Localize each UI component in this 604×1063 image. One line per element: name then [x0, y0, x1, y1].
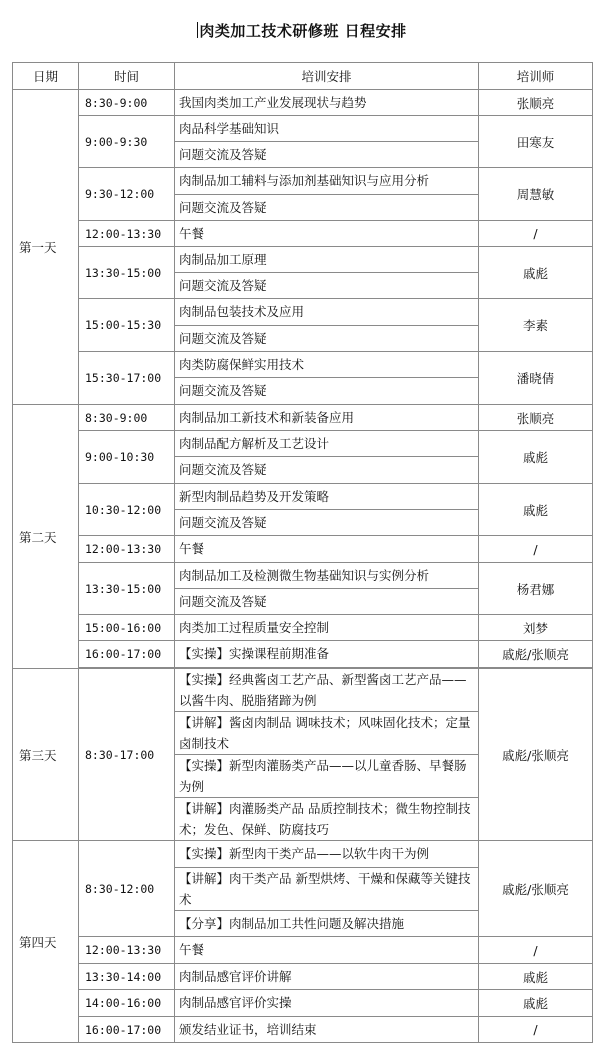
topic-cell: 【讲解】酱卤肉制品 调味技术；风味固化技术；定量卤制技术: [175, 712, 479, 755]
table-row: [13, 116, 593, 142]
header-time: 时间: [79, 63, 175, 90]
time-cell: 13:30-15:00: [79, 563, 175, 615]
table-row: [13, 1017, 593, 1043]
topic-cell: 问题交流及答疑: [175, 589, 479, 615]
header-topic: 培训安排: [175, 63, 479, 90]
table-row: [13, 937, 593, 964]
time-cell: 12:00-13:30: [79, 536, 175, 563]
teacher-cell: /: [479, 1017, 593, 1043]
topic-cell: 问题交流及答疑: [175, 457, 479, 484]
table-row: [13, 352, 593, 378]
topic-cell: 问题交流及答疑: [175, 510, 479, 536]
topic-cell: 肉制品加工新技术和新装备应用: [175, 405, 479, 431]
topic-cell: 午餐: [175, 937, 479, 964]
table-row: [13, 90, 593, 116]
schedule-table: [12, 62, 593, 1043]
table-row: [13, 841, 593, 868]
day-label: 第二天: [13, 405, 79, 669]
time-cell: 12:00-13:30: [79, 221, 175, 247]
time-cell: 15:00-15:30: [79, 299, 175, 352]
teacher-cell: /: [479, 536, 593, 563]
teacher-cell: 张顺亮: [479, 405, 593, 431]
table-row: [13, 431, 593, 457]
teacher-cell: 戚彪: [479, 964, 593, 990]
time-cell: 10:30-12:00: [79, 484, 175, 536]
time-cell: 9:00-9:30: [79, 116, 175, 168]
teacher-cell: 戚彪: [479, 431, 593, 484]
topic-cell: 肉制品配方解析及工艺设计: [175, 431, 479, 457]
time-cell: 8:30-17:00: [79, 669, 175, 841]
topic-cell: 肉制品感官评价讲解: [175, 964, 479, 990]
topic-cell: 问题交流及答疑: [175, 273, 479, 299]
teacher-cell: 戚彪/张顺亮: [479, 641, 593, 668]
topic-cell: 肉制品包装技术及应用: [175, 299, 479, 326]
table-row: [13, 641, 593, 668]
topic-cell: 肉制品加工及检测微生物基础知识与实例分析: [175, 563, 479, 589]
teacher-cell: 潘晓倩: [479, 352, 593, 405]
topic-cell: 肉类防腐保鲜实用技术: [175, 352, 479, 378]
time-cell: 16:00-17:00: [79, 641, 175, 668]
time-cell: 16:00-17:00: [79, 1017, 175, 1043]
header-teacher: 培训师: [479, 63, 593, 90]
time-cell: 14:00-16:00: [79, 990, 175, 1017]
topic-cell: 【讲解】肉干类产品 新型烘烤、干燥和保藏等关键技术: [175, 868, 479, 911]
topic-cell: 肉制品加工辅料与添加剂基础知识与应用分析: [175, 168, 479, 195]
teacher-cell: 杨君娜: [479, 563, 593, 615]
table-row: [13, 964, 593, 990]
table-row: [13, 990, 593, 1017]
teacher-cell: 田寒友: [479, 116, 593, 168]
time-cell: 9:30-12:00: [79, 168, 175, 221]
teacher-cell: 戚彪: [479, 484, 593, 536]
topic-cell: 午餐: [175, 536, 479, 563]
table-row: [13, 536, 593, 563]
topic-cell: 肉类加工过程质量安全控制: [175, 615, 479, 641]
topic-cell: 【实操】经典酱卤工艺产品、新型酱卤工艺产品——以酱牛肉、脱脂猪蹄为例: [175, 669, 479, 712]
time-cell: 13:30-14:00: [79, 964, 175, 990]
time-cell: 15:00-16:00: [79, 615, 175, 641]
topic-cell: 问题交流及答疑: [175, 326, 479, 352]
topic-cell: 问题交流及答疑: [175, 142, 479, 168]
topic-cell: 新型肉制品趋势及开发策略: [175, 484, 479, 510]
table-row: [13, 563, 593, 589]
teacher-cell: 周慧敏: [479, 168, 593, 221]
topic-cell: 【讲解】肉灌肠类产品 品质控制技术；微生物控制技术；发色、保鲜、防腐技巧: [175, 798, 479, 841]
day-label: 第一天: [13, 90, 79, 405]
time-cell: 12:00-13:30: [79, 937, 175, 964]
topic-cell: 颁发结业证书，培训结束: [175, 1017, 479, 1043]
topic-cell: 【实操】实操课程前期准备: [175, 641, 479, 668]
topic-cell: 肉品科学基础知识: [175, 116, 479, 142]
topic-cell: 【实操】新型肉干类产品——以软牛肉干为例: [175, 841, 479, 868]
teacher-cell: /: [479, 221, 593, 247]
time-cell: 8:30-9:00: [79, 90, 175, 116]
teacher-cell: 戚彪/张顺亮: [479, 669, 593, 841]
topic-cell: 【分享】肉制品加工共性问题及解决措施: [175, 911, 479, 937]
teacher-cell: 戚彪: [479, 990, 593, 1017]
topic-cell: 肉制品加工原理: [175, 247, 479, 273]
teacher-cell: /: [479, 937, 593, 964]
table-row: [13, 221, 593, 247]
day-label: 第四天: [13, 841, 79, 1043]
time-cell: 8:30-12:00: [79, 841, 175, 937]
table-row: [13, 247, 593, 273]
teacher-cell: 刘梦: [479, 615, 593, 641]
teacher-cell: 戚彪: [479, 247, 593, 299]
time-cell: 9:00-10:30: [79, 431, 175, 484]
table-row: [13, 168, 593, 195]
table-row: [13, 615, 593, 641]
topic-cell: 我国肉类加工产业发展现状与趋势: [175, 90, 479, 116]
header-row: [13, 63, 593, 90]
table-row: [13, 299, 593, 326]
page-title: 肉类加工技术研修班 日程安排: [199, 22, 407, 40]
topic-cell: 问题交流及答疑: [175, 378, 479, 405]
topic-cell: 问题交流及答疑: [175, 195, 479, 221]
day-label: 第三天: [13, 669, 79, 841]
time-cell: 13:30-15:00: [79, 247, 175, 299]
time-cell: 15:30-17:00: [79, 352, 175, 405]
header-date: 日期: [13, 63, 79, 90]
teacher-cell: 戚彪/张顺亮: [479, 841, 593, 937]
teacher-cell: 李素: [479, 299, 593, 352]
topic-cell: 肉制品感官评价实操: [175, 990, 479, 1017]
topic-cell: 【实操】新型肉灌肠类产品——以儿童香肠、早餐肠为例: [175, 755, 479, 798]
teacher-cell: 张顺亮: [479, 90, 593, 116]
table-row: [13, 405, 593, 431]
table-row: [13, 669, 593, 712]
time-cell: 8:30-9:00: [79, 405, 175, 431]
table-row: [13, 484, 593, 510]
topic-cell: 午餐: [175, 221, 479, 247]
